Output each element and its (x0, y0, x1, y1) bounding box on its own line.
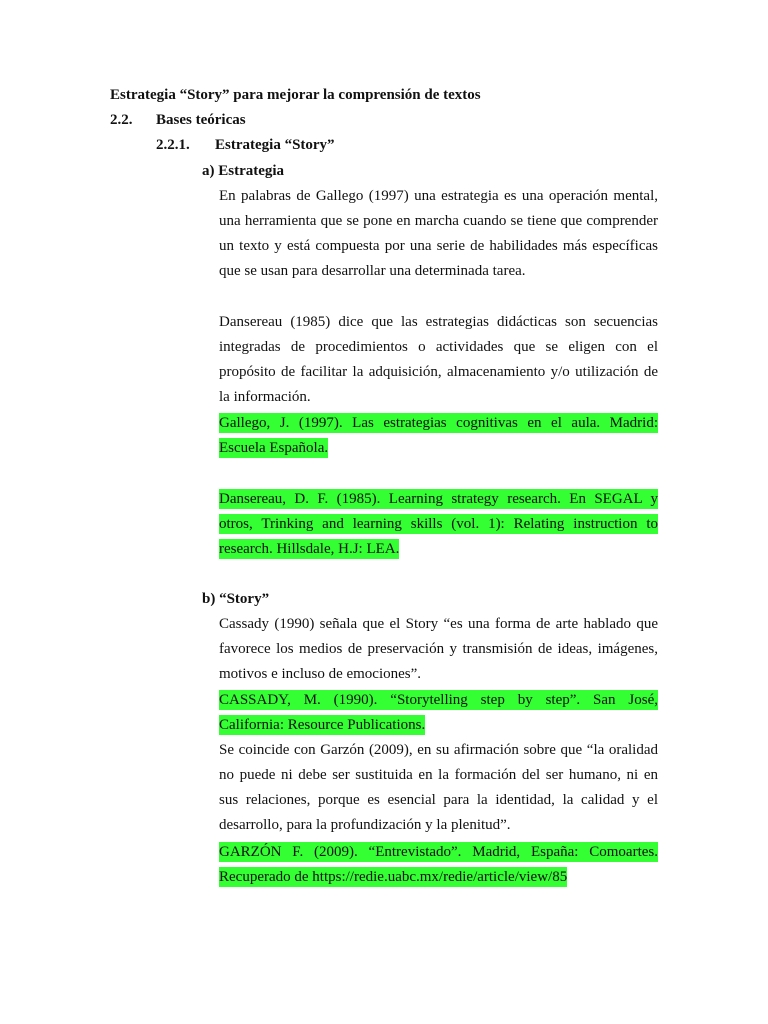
paragraph-line: sus relaciones, porque es esencial para la identidad, la calidad y el (219, 792, 658, 808)
paragraph-line: Se coincide con Garzón (2009), en su afirmación sobre que “la oralidad (219, 742, 658, 758)
paragraph-line: la información. (219, 389, 311, 405)
subsection-title: Estrategia “Story” (215, 137, 335, 153)
section-title: Bases teóricas (156, 112, 246, 128)
paragraph-line: Dansereau (1985) dice que las estrategias didácticas son secuencias (219, 314, 658, 330)
paragraph-line: no puede ni debe ser sustituida en la formación del ser humano, ni en (219, 767, 658, 783)
part-b-label: b) “Story” (202, 591, 270, 607)
subsection-number: 2.2.1. (156, 137, 190, 153)
highlighted-reference: GARZÓN F. (2009). “Entrevistado”. Madrid, España: Comoartes. (219, 844, 658, 860)
highlighted-reference: California: Resource Publications. (219, 717, 426, 733)
paragraph-line: integradas de procedimientos o actividades que se eligen con el (219, 339, 658, 355)
highlighted-reference: Gallego, J. (1997). Las estrategias cognitivas en el aula. Madrid: (219, 415, 658, 431)
section-number: 2.2. (110, 112, 133, 128)
paragraph-line: motivos e incluso de emociones”. (219, 666, 422, 682)
paragraph-line: Cassady (1990) señala que el Story “es una forma de arte hablado que (219, 616, 658, 632)
part-a-label: a) Estrategia (202, 163, 285, 179)
paragraph-line: propósito de facilitar la adquisición, almacenamiento y/o utilización de (219, 364, 658, 380)
highlighted-reference: CASSADY, M. (1990). “Storytelling step by step”. San José, (219, 692, 658, 708)
paragraph-line: un texto y está compuesta por una serie de habilidades más específicas (219, 238, 658, 254)
paragraph-line: desarrollo, para la profundización y la plenitud”. (219, 817, 511, 833)
paragraph-line: favorece los medios de preservación y transmisión de ideas, imágenes, (219, 641, 658, 657)
highlighted-reference: Dansereau, D. F. (1985). Learning strategy research. En SEGAL y (219, 491, 658, 507)
highlighted-reference: otros, Trinking and learning skills (vol. 1): Relating instruction to (219, 516, 658, 532)
paragraph-line: una herramienta que se pone en marcha cuando se tiene que comprender (219, 213, 658, 229)
paragraph-line: que se usan para desarrollar una determinada tarea. (219, 263, 526, 279)
highlighted-reference-link[interactable]: Recuperado de https://redie.uabc.mx/redie/article/view/85 (219, 869, 568, 885)
document-title: Estrategia “Story” para mejorar la comprensión de textos (110, 87, 481, 103)
paragraph-line: En palabras de Gallego (1997) una estrategia es una operación mental, (219, 188, 658, 204)
highlighted-reference: research. Hillsdale, H.J: LEA. (219, 541, 400, 557)
highlighted-reference: Escuela Española. (219, 440, 329, 456)
